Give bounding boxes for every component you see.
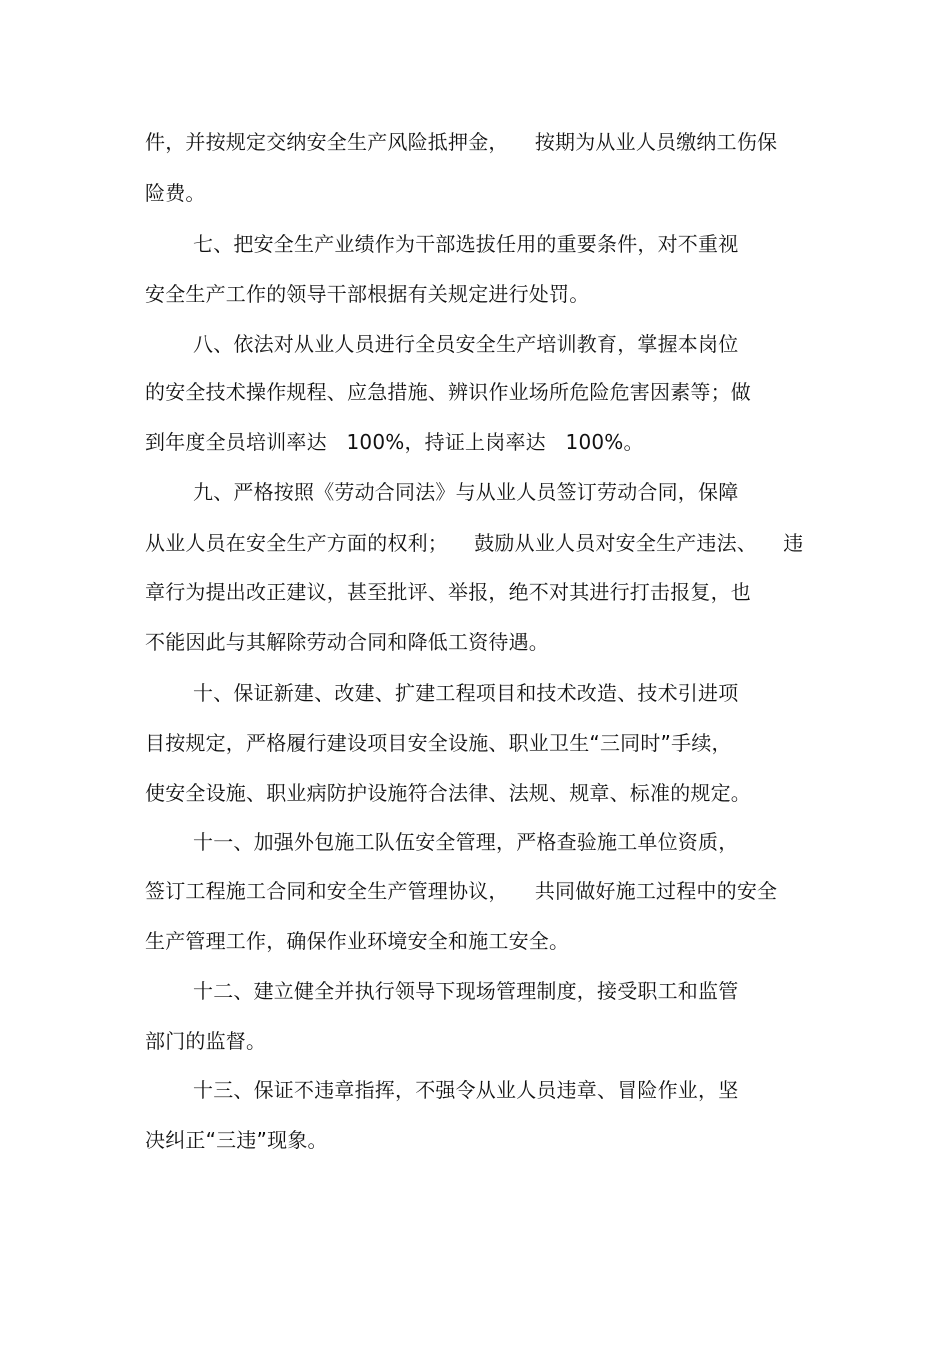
text-line: 的安全技术操作规程、应急措施、辨识作业场所危险危害因素等；做 xyxy=(145,380,751,404)
paragraph-10-line: 十、保证新建、改建、扩建工程项目和技术改造、技术引进项 xyxy=(193,681,739,705)
text-line: 从业人员在安全生产方面的权利； 鼓励从业人员对安全生产违法、 违 xyxy=(145,531,804,555)
paragraph-9-line: 九、严格按照《劳动合同法》与从业人员签订劳动合同，保障 xyxy=(193,480,739,504)
text-line: 使安全设施、职业病防护设施符合法律、法规、规章、标准的规定。 xyxy=(145,781,751,805)
text-line: 签订工程施工合同和安全生产管理协议， 共同做好施工过程中的安全 xyxy=(145,879,778,903)
text-line: 部门的监督。 xyxy=(145,1029,267,1053)
paragraph-11-line: 十一、加强外包施工队伍安全管理，严格查验施工单位资质， xyxy=(193,830,739,854)
paragraph-8-line: 八、依法对从业人员进行全员安全生产培训教育，掌握本岗位 xyxy=(193,332,739,356)
text-line: 生产管理工作，确保作业环境安全和施工安全。 xyxy=(145,929,570,953)
paragraph-7-line: 七、把安全生产业绩作为干部选拔任用的重要条件，对不重视 xyxy=(193,232,739,256)
text-line: 件，并按规定交纳安全生产风险抵押金， 按期为从业人员缴纳工伤保 xyxy=(145,130,778,154)
text-line: 到年度全员培训率达 100%，持证上岗率达 100%。 xyxy=(145,430,644,454)
text-line: 章行为提出改正建议，甚至批评、举报，绝不对其进行打击报复，也 xyxy=(145,580,751,604)
paragraph-13-line: 十三、保证不违章指挥，不强令从业人员违章、冒险作业，坚 xyxy=(193,1078,739,1102)
text-line: 决纠正“三违”现象。 xyxy=(145,1128,328,1152)
text-line: 安全生产工作的领导干部根据有关规定进行处罚。 xyxy=(145,282,590,306)
text-line: 险费。 xyxy=(145,181,206,205)
text-line: 不能因此与其解除劳动合同和降低工资待遇。 xyxy=(145,630,549,654)
paragraph-12-line: 十二、建立健全并执行领导下现场管理制度，接受职工和监管 xyxy=(193,979,739,1003)
text-line: 目按规定，严格履行建设项目安全设施、职业卫生“三同时”手续， xyxy=(145,731,732,755)
